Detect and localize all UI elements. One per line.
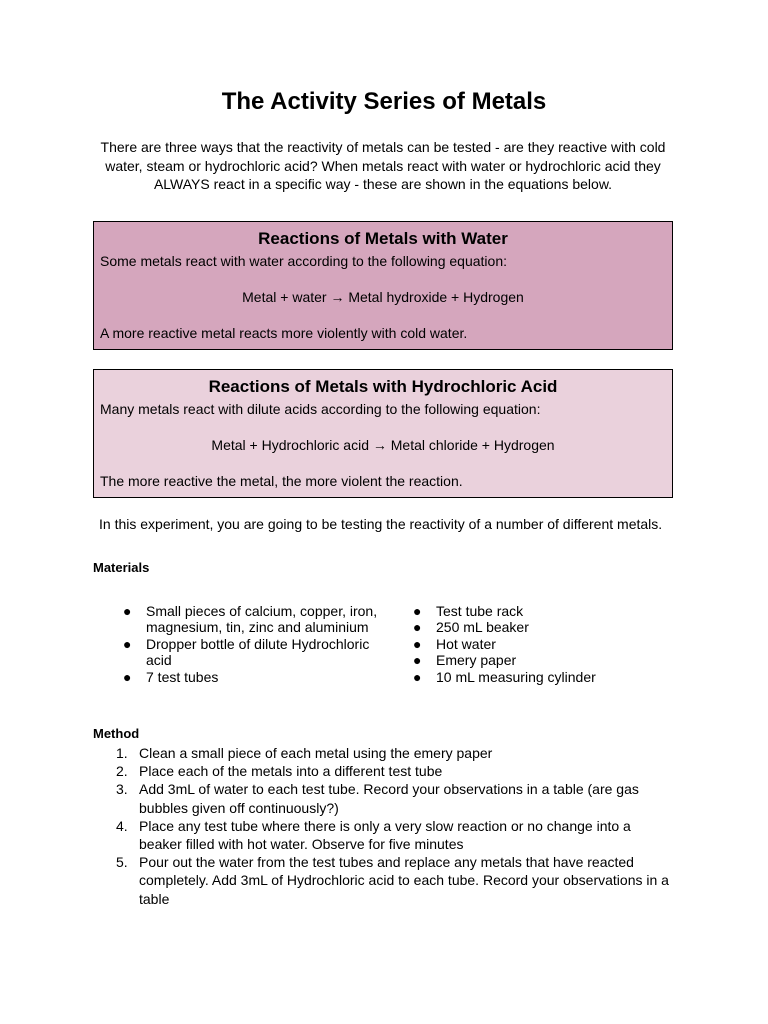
step-text: Clean a small piece of each metal using the emery paper: [139, 745, 493, 761]
step-text: Add 3mL of water to each test tube. Record your observations in a table (are gas bubbles given off continuously?): [139, 781, 639, 816]
step-number: 5.: [116, 854, 128, 871]
list-item: ● 250 mL beaker: [413, 619, 529, 636]
acid-box-intro: Many metals react with dilute acids according to the following equation:: [100, 401, 541, 417]
acid-reactions-box: [93, 369, 673, 498]
bullet-icon: ●: [413, 635, 422, 652]
step-number: 4.: [116, 817, 128, 834]
step-number: 3.: [116, 781, 128, 798]
method-heading: Method: [93, 726, 140, 741]
list-item: ● Small pieces of calcium, copper, iron, magnesium, tin, zinc and aluminium: [123, 603, 378, 636]
bullet-icon: ●: [123, 603, 132, 619]
intro-paragraph: There are three ways that the reactivity of metals can be tested - are they reactive with cold water, steam or hydrochloric acid? When metals react with water or hydrochloric acid they ALWAYS react in a specific way - these are shown in the equations below.: [100, 139, 666, 192]
method-steps: [116, 744, 672, 908]
water-reactions-box: [93, 221, 673, 350]
water-box-note: A more reactive metal reacts more violently with cold water.: [100, 325, 468, 341]
acid-equation: Metal + Hydrochloric acid → Metal chloride + Hydrogen: [211, 437, 555, 453]
step-number: 2.: [116, 763, 128, 780]
bullet-icon: ●: [413, 603, 422, 619]
step-text: Place any test tube where there is only a very slow reaction or no change into a beaker filled with hot water. Observe for five minutes: [139, 817, 631, 853]
method-step: [116, 762, 672, 780]
step-text: Place each of the metals into a different test tube: [139, 763, 443, 780]
step-text: Pour out the water from the test tubes and replace any metals that have reacted completely. Add 3mL of Hydrochloric acid to each tube. Record your observations in a table: [139, 854, 669, 907]
list-item: ● Dropper bottle of dilute Hydrochloric acid: [123, 635, 370, 669]
method-step: [116, 744, 672, 762]
list-item: ● Test tube rack: [413, 603, 524, 619]
list-item: ● Hot water: [413, 635, 496, 652]
bullet-icon: ●: [123, 635, 132, 652]
list-item: ● 10 mL measuring cylinder: [413, 668, 596, 685]
list-item: ● 7 test tubes: [123, 668, 219, 685]
water-equation: Metal + water → Metal hydroxide + Hydrogen: [242, 289, 524, 305]
experiment-sentence: In this experiment, you are going to be testing the reactivity of a number of different metals.: [99, 516, 663, 532]
list-item: ● Emery paper: [413, 652, 517, 669]
water-box-title: Reactions of Metals with Water: [258, 229, 508, 248]
bullet-icon: ●: [123, 668, 132, 685]
step-number: 1.: [116, 745, 128, 761]
materials-list-right: [413, 603, 673, 685]
bullet-icon: ●: [413, 668, 422, 685]
water-box-intro: Some metals react with water according to the following equation:: [100, 253, 507, 269]
acid-box-title: Reactions of Metals with Hydrochloric Acid: [208, 377, 558, 396]
page-title: The Activity Series of Metals: [221, 88, 547, 115]
acid-box-note: The more reactive the metal, the more violent the reaction.: [100, 473, 463, 489]
materials-list-left: [123, 603, 385, 685]
method-step: [116, 780, 672, 816]
materials-heading: Materials: [93, 560, 150, 575]
method-step: [116, 817, 672, 853]
bullet-icon: ●: [413, 652, 422, 669]
bullet-icon: ●: [413, 619, 422, 636]
method-step: [116, 853, 672, 908]
